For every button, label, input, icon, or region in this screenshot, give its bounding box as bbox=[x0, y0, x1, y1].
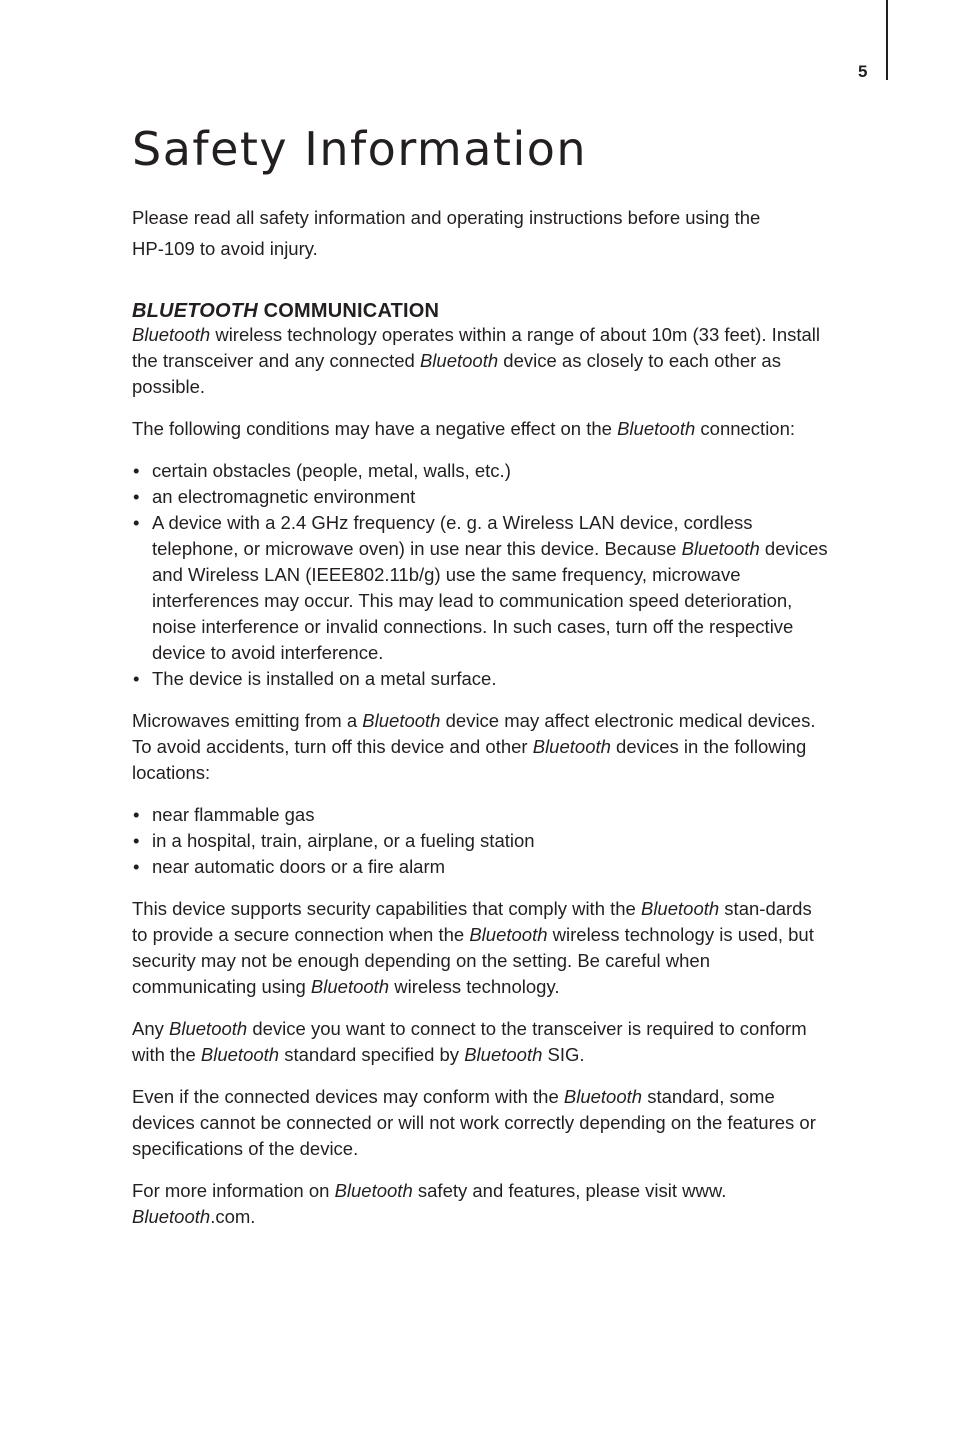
text-span: device may affect electronic medical devices. To avoid accidents, turn off this device and other bbox=[132, 710, 816, 757]
paragraph-security bbox=[132, 896, 832, 1000]
intro-line-2: HP-109 to avoid injury. bbox=[132, 238, 318, 259]
term-bluetooth: Bluetooth bbox=[563, 1086, 643, 1107]
list-item bbox=[132, 828, 832, 854]
list-item bbox=[132, 484, 832, 510]
text-span: device as closely to each other as possible. bbox=[132, 350, 781, 397]
list-item bbox=[132, 666, 832, 692]
section-heading-rest: COMMUNICATION bbox=[257, 300, 440, 322]
list-item bbox=[132, 510, 832, 666]
conditions-list bbox=[132, 458, 832, 692]
paragraph-compatibility bbox=[132, 1084, 832, 1162]
page-content bbox=[132, 118, 832, 1246]
text-span: SIG. bbox=[542, 1044, 585, 1065]
text-span: .com. bbox=[210, 1206, 256, 1227]
list-item bbox=[132, 458, 832, 484]
text-span: The device is installed on a metal surface. bbox=[152, 668, 497, 689]
term-bluetooth: Bluetooth bbox=[310, 976, 390, 997]
text-span: devices and Wireless LAN (IEEE802.11b/g) use the same frequency, microwave interferences may occur. This may lead to communication speed deterioration, noise interference or invalid connections. In such cases, turn off the respective device to avoid interference. bbox=[152, 538, 828, 663]
text-span: near automatic doors or a fire alarm bbox=[152, 856, 446, 877]
term-bluetooth: Bluetooth bbox=[200, 1044, 280, 1065]
text-span: connection: bbox=[695, 418, 796, 439]
list-item bbox=[132, 802, 832, 828]
text-span: wireless technology operates within a range of about 10m (33 feet). Install the transceiver and any connected bbox=[132, 324, 821, 371]
intro-line-1: Please read all safety information and operating instructions before using the bbox=[132, 207, 761, 228]
text-span: wireless technology. bbox=[389, 976, 560, 997]
text-span: A device with a 2.4 GHz frequency (e. g. a Wireless LAN device, cordless telephone, or microwave oven) in use near this device. Because bbox=[152, 512, 753, 559]
text-span: near flammable gas bbox=[152, 804, 315, 825]
text-span: certain obstacles (people, metal, walls, etc.) bbox=[152, 460, 511, 481]
intro-paragraph bbox=[132, 202, 812, 264]
term-bluetooth: Bluetooth bbox=[362, 710, 441, 731]
text-span: wireless technology is used, but security may not be enough depending on the setting. Be careful when communicating using bbox=[132, 924, 814, 997]
term-bluetooth: Bluetooth bbox=[617, 418, 696, 439]
paragraph-conformance bbox=[132, 1016, 832, 1068]
text-span: Any bbox=[132, 1018, 170, 1039]
text-span: stan-dards to provide a secure connection when the bbox=[132, 898, 812, 945]
section-heading-italic: BLUETOOTH bbox=[132, 300, 258, 322]
text-span: an electromagnetic environment bbox=[152, 486, 416, 507]
term-bluetooth: Bluetooth bbox=[532, 736, 611, 757]
term-bluetooth: Bluetooth bbox=[132, 324, 211, 345]
paragraph-conditions-intro bbox=[132, 416, 832, 442]
term-bluetooth: Bluetooth bbox=[169, 1018, 248, 1039]
page-title: Safety Information bbox=[132, 122, 588, 176]
text-span: in a hospital, train, airplane, or a fueling station bbox=[152, 830, 535, 851]
term-bluetooth: Bluetooth bbox=[419, 350, 499, 371]
text-span: devices in the following locations: bbox=[132, 736, 807, 783]
paragraph-medical-devices bbox=[132, 708, 832, 786]
locations-list bbox=[132, 802, 832, 880]
term-bluetooth: Bluetooth bbox=[469, 924, 548, 945]
page-number: 5 bbox=[858, 62, 868, 81]
page-edge-rule bbox=[886, 0, 888, 80]
text-span: standard, some devices cannot be connected or will not work correctly depending on the features or specifications of the device. bbox=[132, 1086, 816, 1159]
text-span: Even if the connected devices may conform with the bbox=[132, 1086, 564, 1107]
term-bluetooth: Bluetooth bbox=[640, 898, 720, 919]
paragraph-more-info bbox=[132, 1178, 832, 1230]
text-span: The following conditions may have a negative effect on the bbox=[132, 418, 618, 439]
text-span: safety and features, please visit www. bbox=[412, 1180, 727, 1201]
text-span: For more information on bbox=[132, 1180, 335, 1201]
text-span: standard specified by bbox=[279, 1044, 465, 1065]
term-bluetooth: Bluetooth bbox=[681, 538, 760, 559]
term-bluetooth: Bluetooth bbox=[464, 1044, 543, 1065]
paragraph-range bbox=[132, 322, 832, 400]
term-bluetooth: Bluetooth bbox=[334, 1180, 413, 1201]
text-span: This device supports security capabilities that comply with the bbox=[132, 898, 641, 919]
text-span: Microwaves emitting from a bbox=[132, 710, 363, 731]
text-span: device you want to connect to the transceiver is required to conform with the bbox=[132, 1018, 807, 1065]
list-item bbox=[132, 854, 832, 880]
term-bluetooth: Bluetooth bbox=[132, 1206, 211, 1227]
